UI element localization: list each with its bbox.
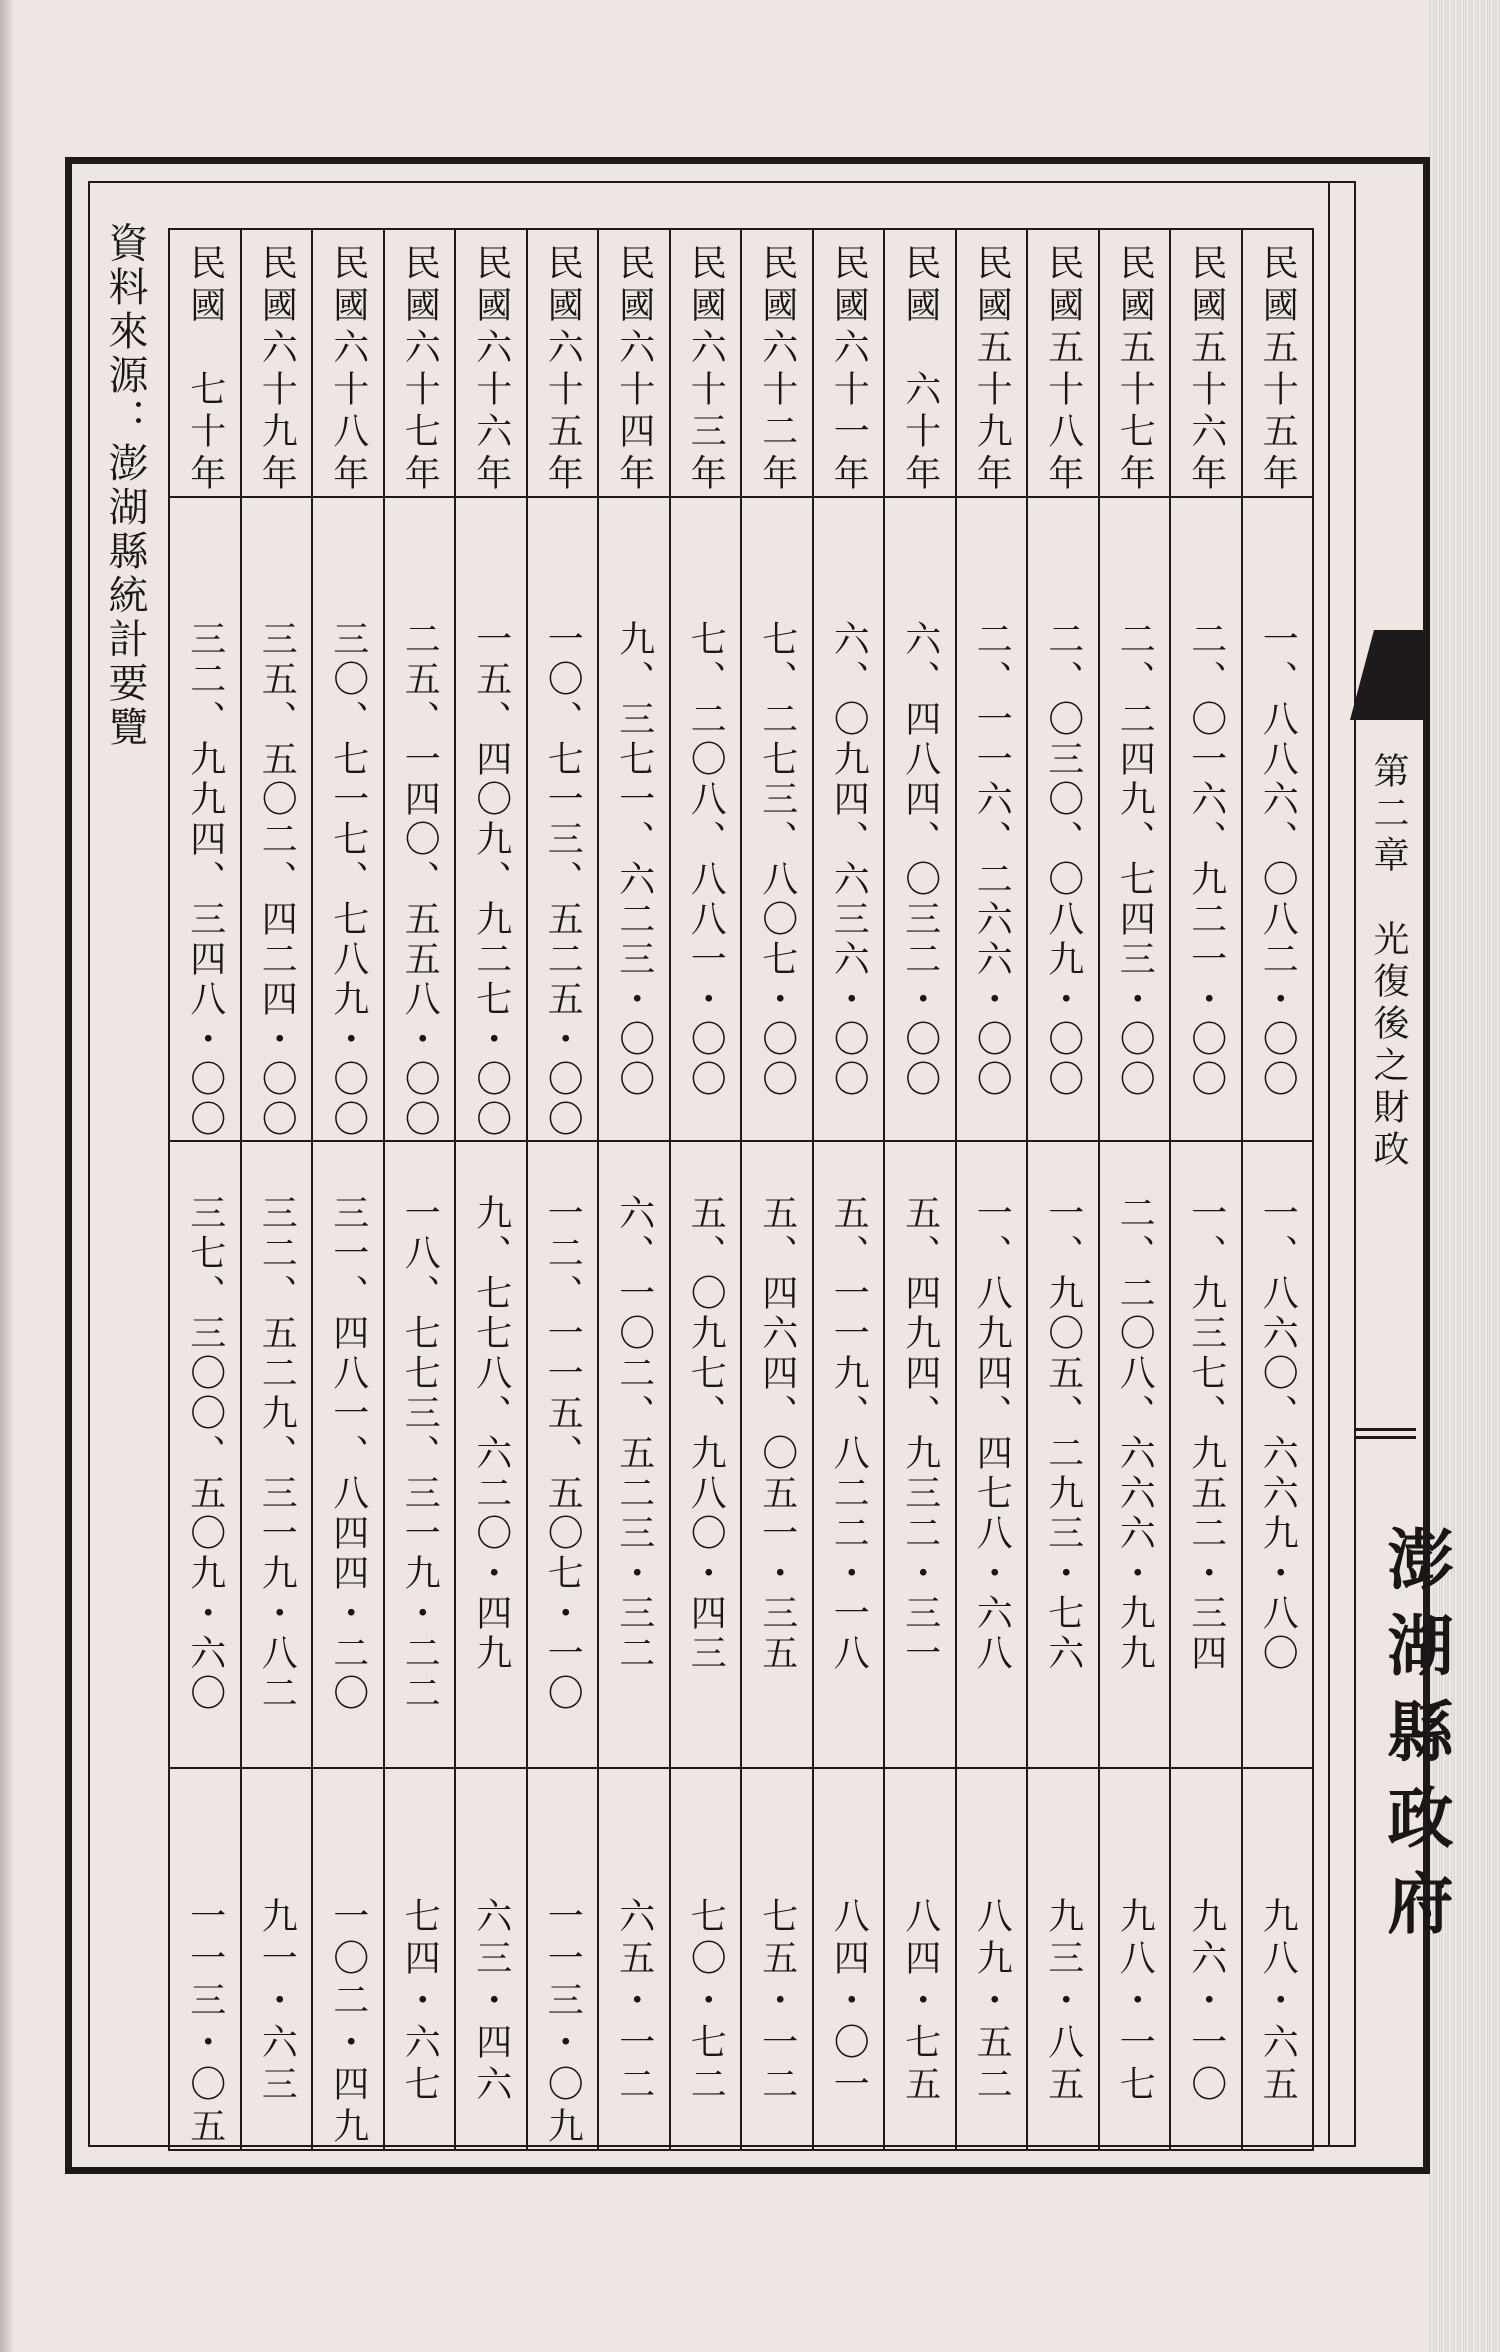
year-cell: 民國六十八年 [327, 244, 369, 496]
table-cell [884, 497, 956, 1141]
year-cell: 民國五十七年 [1114, 244, 1156, 496]
table-cell [241, 229, 313, 497]
table-cell [169, 1768, 241, 2150]
table-cell [1242, 1141, 1314, 1768]
value-cell: 一、八六〇、六六九・八〇 [1257, 1194, 1299, 1674]
value-cell: 六五・一二 [613, 1897, 655, 2107]
table-cell [312, 1141, 384, 1768]
table-cell [527, 1768, 599, 2150]
value-cell: 一八、七七三、三一九・二二 [399, 1194, 441, 1714]
table-cell [741, 1768, 813, 2150]
table-cell [1027, 1768, 1099, 2150]
value-cell: 七四・六七 [399, 1897, 441, 2107]
table-cell [455, 1141, 527, 1768]
table-cell [455, 497, 527, 1141]
value-cell: 一二、一一五、五〇七・一〇 [542, 1194, 584, 1714]
table-cell [1027, 229, 1099, 497]
table-cell [956, 497, 1028, 1141]
value-cell: 七、二〇八、八八一・〇〇 [685, 620, 727, 1100]
value-cell: 二、二〇八、六六六・九九 [1114, 1194, 1156, 1674]
header-rule [1356, 1436, 1416, 1439]
year-cell: 民國六十四年 [613, 244, 655, 496]
table-cell [384, 1768, 456, 2150]
value-cell: 九、三七一、六二三・〇〇 [613, 620, 655, 1100]
value-cell: 一、九三七、九五二・三四 [1185, 1194, 1227, 1674]
table-cell [670, 229, 742, 497]
value-cell: 三〇、七一七、七八九・〇〇 [327, 620, 369, 1140]
table-cell [598, 497, 670, 1141]
value-cell: 七〇・七二 [685, 1897, 727, 2107]
value-cell: 八九・五二 [971, 1897, 1013, 2107]
table-cell [527, 497, 599, 1141]
value-cell: 六三・四六 [470, 1897, 512, 2107]
value-cell: 六、〇九四、六三六・〇〇 [828, 620, 870, 1100]
value-cell: 三一、四八一、八四四・二〇 [327, 1194, 369, 1714]
year-cell: 民國五十八年 [1042, 244, 1084, 496]
value-cell: 二、一一六、二六六・〇〇 [971, 620, 1013, 1100]
value-cell: 六、四八四、〇三二・〇〇 [899, 620, 941, 1100]
table-cell [1099, 497, 1171, 1141]
table-cell [1170, 229, 1242, 497]
table-cell [884, 229, 956, 497]
year-cell: 民國六十五年 [542, 244, 584, 496]
value-cell: 二、〇三〇、〇八九・〇〇 [1042, 620, 1084, 1100]
value-cell: 一、八八六、〇八二・〇〇 [1257, 620, 1299, 1100]
value-row-3 [169, 1768, 1313, 2150]
table-cell [1242, 229, 1314, 497]
value-cell: 一一三・〇九 [542, 1897, 584, 2149]
value-cell: 一、九〇五、二九三・七六 [1042, 1194, 1084, 1674]
table-cell [1027, 497, 1099, 1141]
table-cell [956, 229, 1028, 497]
side-title: 澎湖縣政府 [1376, 1525, 1454, 1955]
table-cell [527, 229, 599, 497]
table-cell [241, 1768, 313, 2150]
table-cell [384, 497, 456, 1141]
table-cell [741, 229, 813, 497]
table-cell [598, 1141, 670, 1768]
table-cell [813, 497, 885, 1141]
chapter-title: 第二章 光復後之財政 [1368, 752, 1409, 1172]
value-cell: 九三・八五 [1042, 1897, 1084, 2107]
table-cell [1170, 1141, 1242, 1768]
value-cell: 二五、一四〇、五五八・〇〇 [399, 620, 441, 1140]
table-cell [384, 229, 456, 497]
table-cell [241, 1141, 313, 1768]
value-cell: 三七、三〇〇、五〇九・六〇 [184, 1194, 226, 1714]
year-cell: 民國五十六年 [1185, 244, 1227, 496]
value-cell: 九八・一七 [1114, 1897, 1156, 2107]
page-edge [1428, 0, 1500, 2352]
table-cell [241, 497, 313, 1141]
value-cell: 九六・一〇 [1185, 1897, 1227, 2107]
table-cell [813, 229, 885, 497]
table-cell [1027, 1141, 1099, 1768]
value-cell: 九八・六五 [1257, 1897, 1299, 2107]
year-cell: 民國六十三年 [685, 244, 727, 496]
table-cell [312, 1768, 384, 2150]
year-cell: 民國六十九年 [256, 244, 298, 496]
value-cell: 五、四六四、〇五一・三五 [756, 1194, 798, 1674]
value-cell: 九、七七八、六二〇・四九 [470, 1194, 512, 1674]
table-cell [670, 1141, 742, 1768]
table-cell [1242, 1768, 1314, 2150]
year-cell: 民國六十一年 [828, 244, 870, 496]
table-cell [455, 229, 527, 497]
value-cell: 五、一一九、八二二・一八 [828, 1194, 870, 1674]
table-cell [813, 1768, 885, 2150]
value-cell: 一〇、七一三、五二五・〇〇 [542, 620, 584, 1140]
header-band [1328, 181, 1356, 2147]
header-rule [1356, 1428, 1416, 1431]
value-row-2 [169, 1141, 1313, 1768]
year-cell: 民國六十二年 [756, 244, 798, 496]
data-table [168, 228, 1314, 2151]
value-cell: 八四・七五 [899, 1897, 941, 2107]
table-cell [169, 497, 241, 1141]
value-cell: 一〇二・四九 [327, 1897, 369, 2149]
table-cell [813, 1141, 885, 1768]
value-cell: 一一三・〇五 [184, 1897, 226, 2149]
table-cell [1099, 1768, 1171, 2150]
value-cell: 七五・一二 [756, 1897, 798, 2107]
value-cell: 六、一〇二、五二三・三二 [613, 1194, 655, 1674]
year-cell: 民國 六十年 [899, 244, 941, 496]
value-cell: 七、二七三、八〇七・〇〇 [756, 620, 798, 1100]
table-cell [312, 229, 384, 497]
table-cell [956, 1141, 1028, 1768]
year-row [169, 229, 1313, 497]
table-cell [956, 1768, 1028, 2150]
year-cell: 民國五十五年 [1257, 244, 1299, 496]
year-cell: 民國五十九年 [971, 244, 1013, 496]
value-cell: 三五、五〇二、四二四・〇〇 [256, 620, 298, 1140]
value-cell: 三二、五二九、三一九・八二 [256, 1194, 298, 1714]
table-cell [384, 1141, 456, 1768]
value-row-1 [169, 497, 1313, 1141]
value-cell: 一五、四〇九、九二七・〇〇 [470, 620, 512, 1140]
year-cell: 民國六十七年 [399, 244, 441, 496]
table-cell [1099, 1141, 1171, 1768]
value-cell: 一、八九四、四七八・六八 [971, 1194, 1013, 1674]
year-cell: 民國 七十年 [184, 244, 226, 496]
table-cell [1170, 497, 1242, 1141]
table-cell [169, 1141, 241, 1768]
table-cell [527, 1141, 599, 1768]
table-cell [741, 497, 813, 1141]
table-cell [1242, 497, 1314, 1141]
value-cell: 五、四九四、九三二・三一 [899, 1194, 941, 1674]
table-cell [670, 497, 742, 1141]
table-cell [670, 1768, 742, 2150]
value-cell: 八四・〇一 [828, 1897, 870, 2107]
value-cell: 九一・六三 [256, 1897, 298, 2107]
table-cell [169, 229, 241, 497]
table-cell [1170, 1768, 1242, 2150]
table-cell [884, 1768, 956, 2150]
value-cell: 二、〇一六、九二一・〇〇 [1185, 620, 1227, 1100]
table-cell [884, 1141, 956, 1768]
table-cell [455, 1768, 527, 2150]
table-cell [1099, 229, 1171, 497]
value-cell: 三二、九九四、三四八・〇〇 [184, 620, 226, 1140]
table-cell [598, 229, 670, 497]
value-cell: 五、〇九七、九八〇・四三 [685, 1194, 727, 1674]
value-cell: 二、二四九、七四三・〇〇 [1114, 620, 1156, 1100]
table-cell [741, 1141, 813, 1768]
source-note: 資料來源：澎湖縣統計要覽 [102, 222, 148, 750]
table-cell [312, 497, 384, 1141]
binding-shadow [0, 0, 14, 2352]
year-cell: 民國六十六年 [470, 244, 512, 496]
table-cell [598, 1768, 670, 2150]
